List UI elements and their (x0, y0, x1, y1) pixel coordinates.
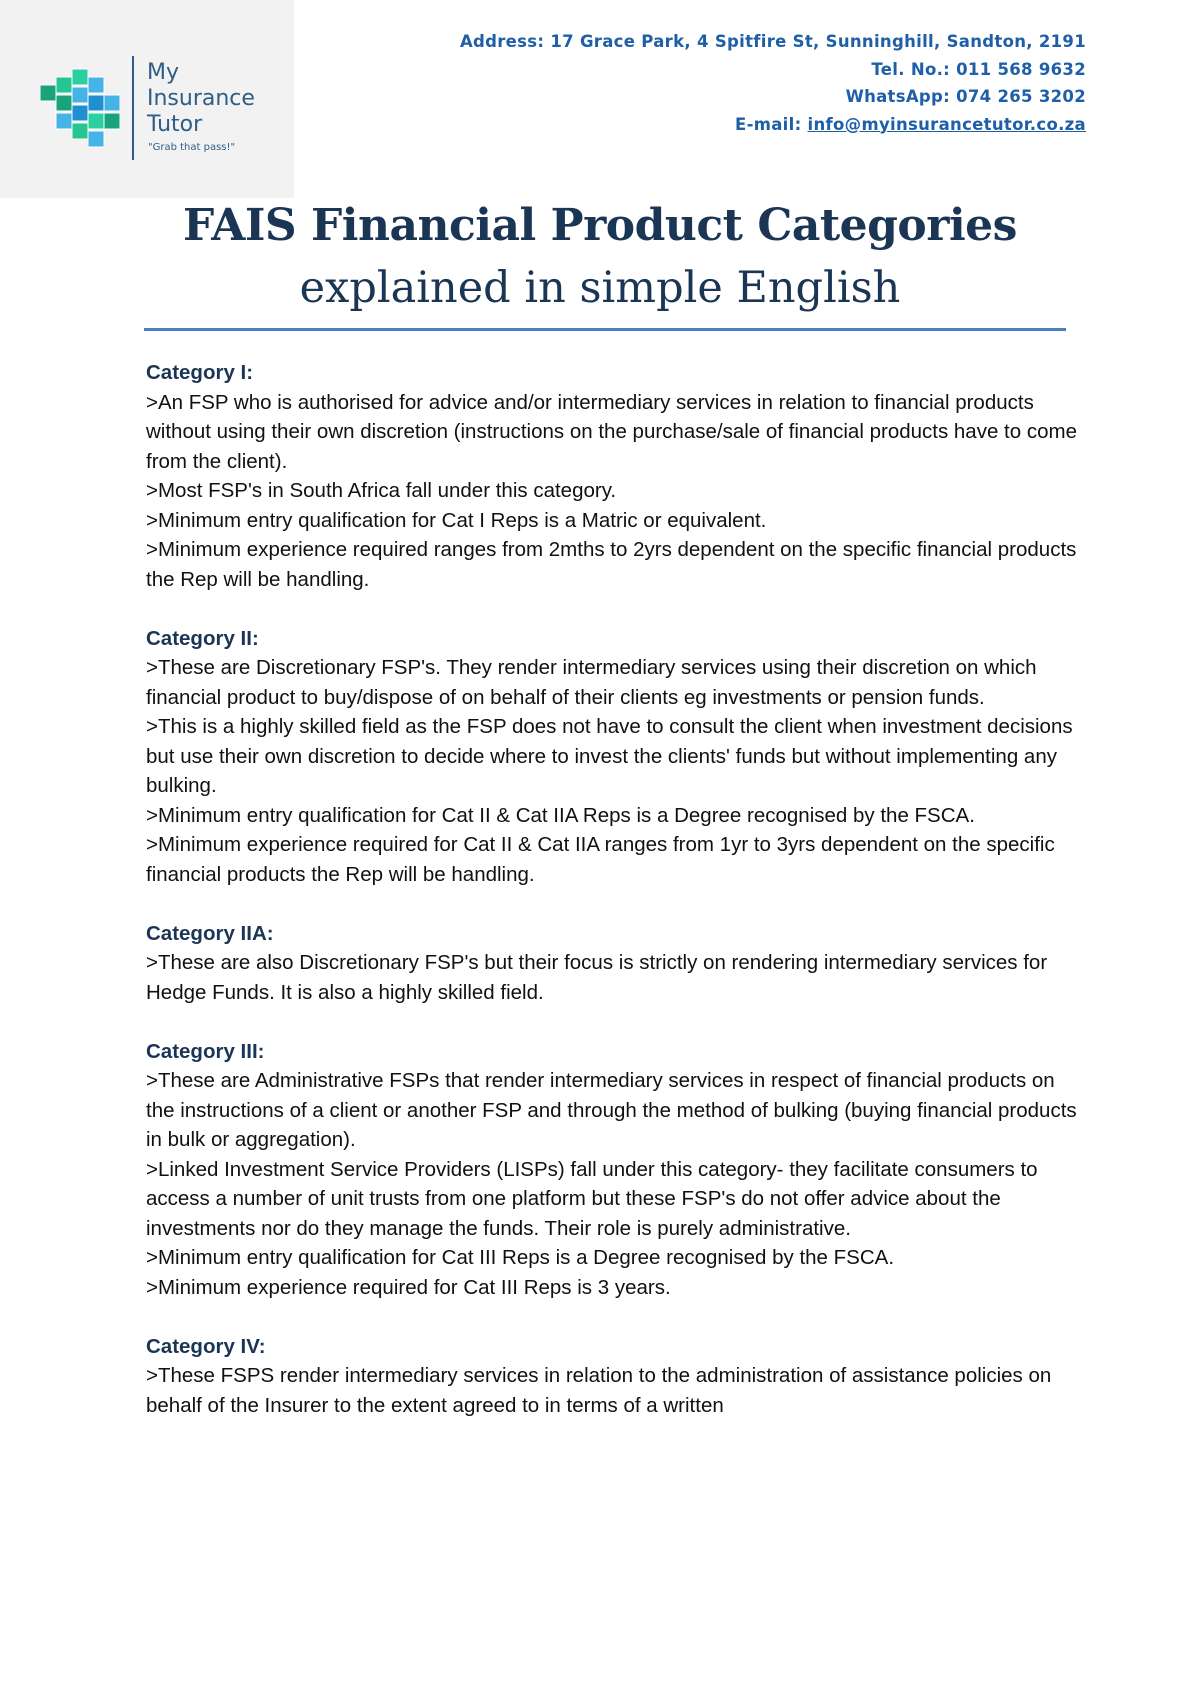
paragraph: >Most FSP's in South Africa fall under this category. (146, 479, 617, 502)
page-subtitle: explained in simple English (299, 263, 901, 313)
paragraph: >Minimum experience required for Cat II & Cat IIA ranges from 1yr to 3yrs dependent on the specific financial products the Rep will be handling. (146, 833, 1055, 886)
paragraph: >These are Discretionary FSP's. They render intermediary services using their discretion on which financial product to buy/dispose of on behalf of their clients eg investments or pension funds. (146, 656, 1037, 709)
logo (0, 0, 294, 198)
email-label: E-mail: (735, 114, 808, 134)
tel-line: Tel. No.: 011 568 9632 (871, 59, 1086, 79)
category-heading: Category IV: (146, 1334, 266, 1358)
paragraph: >These FSPS render intermediary services in relation to the administration of assistance policies on behalf of the Insurer to the extent agreed to in terms of a written (146, 1364, 1052, 1417)
logo-name (147, 60, 255, 138)
paragraph: >Minimum entry qualification for Cat III Reps is a Degree recognised by the FSCA. (146, 1246, 895, 1269)
logo-name-line: My (147, 60, 180, 85)
email-link[interactable]: info@myinsurancetutor.co.za (807, 114, 1086, 134)
paragraph: >These are Administrative FSPs that render intermediary services in respect of financial products on the instructions of a client or another FSP and through the method of bulking (buying financial products in bulk or aggregation). (146, 1069, 1077, 1151)
document-body (146, 358, 1086, 1450)
title-rule (144, 328, 1066, 331)
category-heading: Category III: (146, 1039, 265, 1063)
paragraph: >This is a highly skilled field as the FSP does not have to consult the client when investment decisions but use their own discretion to decide where to invest the clients' funds but without implementing any bulking. (146, 715, 1073, 797)
logo-name-line: Insurance (147, 86, 255, 111)
category-section (146, 624, 1086, 890)
paragraph: >Minimum entry qualification for Cat I Reps is a Matric or equivalent. (146, 508, 767, 532)
category-section (146, 919, 1086, 1008)
category-section (146, 1332, 1086, 1421)
logo-name-line: Tutor (147, 112, 203, 137)
paragraph: >Minimum experience required ranges from 2mths to 2yrs dependent on the specific financial products the Rep will be handling. (146, 538, 1077, 591)
contact-block (460, 28, 1086, 138)
paragraph: >Minimum experience required for Cat III Reps is 3 years. (146, 1275, 671, 1299)
category-heading: Category II: (146, 626, 259, 650)
page-title: FAIS Financial Product Categories (183, 200, 1017, 251)
category-section (146, 1037, 1086, 1303)
logo-tagline: "Grab that pass!" (148, 142, 236, 153)
cubes-logo-icon (40, 55, 120, 155)
category-section (146, 358, 1086, 594)
email-line (460, 111, 1086, 139)
paragraph: >These are also Discretionary FSP's but their focus is strictly on rendering intermediary services for Hedge Funds. It is also a highly skilled field. (146, 951, 1048, 1004)
category-heading: Category IIA: (146, 921, 274, 945)
category-heading: Category I: (146, 361, 254, 384)
paragraph: >Minimum entry qualification for Cat II & Cat IIA Reps is a Degree recognised by the FSCA. (146, 803, 975, 827)
address-line: Address: 17 Grace Park, 4 Spitfire St, Sunninghill, Sandton, 2191 (459, 32, 1086, 51)
paragraph: >Linked Investment Service Providers (LISPs) fall under this category- they facilitate consumers to access a number of unit trusts from one platform but these FSP's do not offer advice about the investments nor do they manage the funds. Their role is purely administrative. (146, 1157, 1038, 1240)
whatsapp-line: WhatsApp: 074 265 3202 (845, 87, 1086, 106)
logo-divider (132, 56, 134, 160)
paragraph: >An FSP who is authorised for advice and/or intermediary services in relation to financial products without using their own discretion (instructions on the purchase/sale of financial products have to come from the client). (146, 390, 1077, 473)
